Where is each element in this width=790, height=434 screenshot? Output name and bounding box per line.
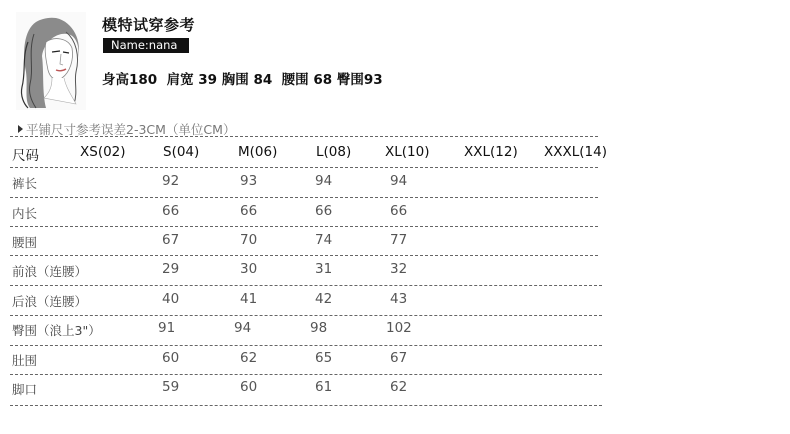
- table-divider: [10, 285, 602, 286]
- row-label: 后浪（连腰）: [12, 294, 88, 309]
- size-header-m06: M(06): [238, 144, 278, 160]
- table-cell: 61: [315, 379, 333, 395]
- row-label: 脚口: [12, 382, 38, 397]
- size-header-xs02: XS(02): [80, 144, 126, 160]
- table-cell: 66: [390, 203, 408, 219]
- row-label: 腰围: [12, 235, 38, 250]
- row-label: 内长: [12, 206, 38, 221]
- table-divider: [10, 197, 598, 198]
- table-divider: [10, 136, 598, 137]
- table-cell: 91: [158, 320, 176, 336]
- table-cell: 29: [162, 261, 180, 277]
- table-cell: 40: [162, 291, 180, 307]
- table-divider: [10, 345, 602, 346]
- row-label: 臀围（浪上3"）: [12, 323, 101, 338]
- table-cell: 62: [390, 379, 408, 395]
- table-cell: 60: [240, 379, 258, 395]
- table-divider: [10, 405, 602, 406]
- table-divider: [10, 167, 598, 168]
- table-cell: 92: [162, 173, 180, 189]
- row-label: 肚围: [12, 353, 38, 368]
- table-divider: [10, 226, 598, 227]
- table-divider: [10, 255, 598, 256]
- table-cell: 66: [162, 203, 180, 219]
- table-divider: [10, 315, 602, 316]
- table-cell: 94: [315, 173, 333, 189]
- model-measurements: 身高180 肩宽 39 胸围 84 腰围 68 臀围93: [102, 72, 383, 88]
- size-column-header: 尺码: [12, 148, 39, 164]
- size-header-xl10: XL(10): [385, 144, 430, 160]
- table-cell: 94: [234, 320, 252, 336]
- table-cell: 94: [390, 173, 408, 189]
- table-cell: 102: [386, 320, 412, 336]
- table-cell: 31: [315, 261, 333, 277]
- table-cell: 43: [390, 291, 408, 307]
- table-cell: 93: [240, 173, 258, 189]
- table-cell: 41: [240, 291, 258, 307]
- table-cell: 32: [390, 261, 408, 277]
- size-header-s04: S(04): [163, 144, 200, 160]
- size-header-xxxl14: XXXL(14): [544, 144, 607, 160]
- row-label: 前浪（连腰）: [12, 264, 88, 279]
- table-cell: 67: [162, 232, 180, 248]
- table-cell: 66: [240, 203, 258, 219]
- size-header-xxl12: XXL(12): [464, 144, 518, 160]
- measurement-note-text: 平铺尺寸参考误差2-3CM（单位CM）: [26, 122, 236, 137]
- row-label: 裤长: [12, 176, 38, 191]
- model-name-tag: Name:nana: [103, 38, 189, 53]
- table-cell: 98: [310, 320, 328, 336]
- size-header-l08: L(08): [316, 144, 352, 160]
- table-cell: 66: [315, 203, 333, 219]
- table-cell: 74: [315, 232, 333, 248]
- table-cell: 42: [315, 291, 333, 307]
- table-cell: 62: [240, 350, 258, 366]
- table-divider: [10, 374, 602, 375]
- table-cell: 77: [390, 232, 408, 248]
- triangle-right-icon: [18, 125, 23, 133]
- table-cell: 70: [240, 232, 258, 248]
- table-cell: 60: [162, 350, 180, 366]
- table-cell: 65: [315, 350, 333, 366]
- table-cell: 67: [390, 350, 408, 366]
- model-reference-title: 模特试穿参考: [102, 16, 196, 34]
- table-cell: 59: [162, 379, 180, 395]
- table-cell: 30: [240, 261, 258, 277]
- woman-portrait-sketch-icon: [16, 12, 86, 110]
